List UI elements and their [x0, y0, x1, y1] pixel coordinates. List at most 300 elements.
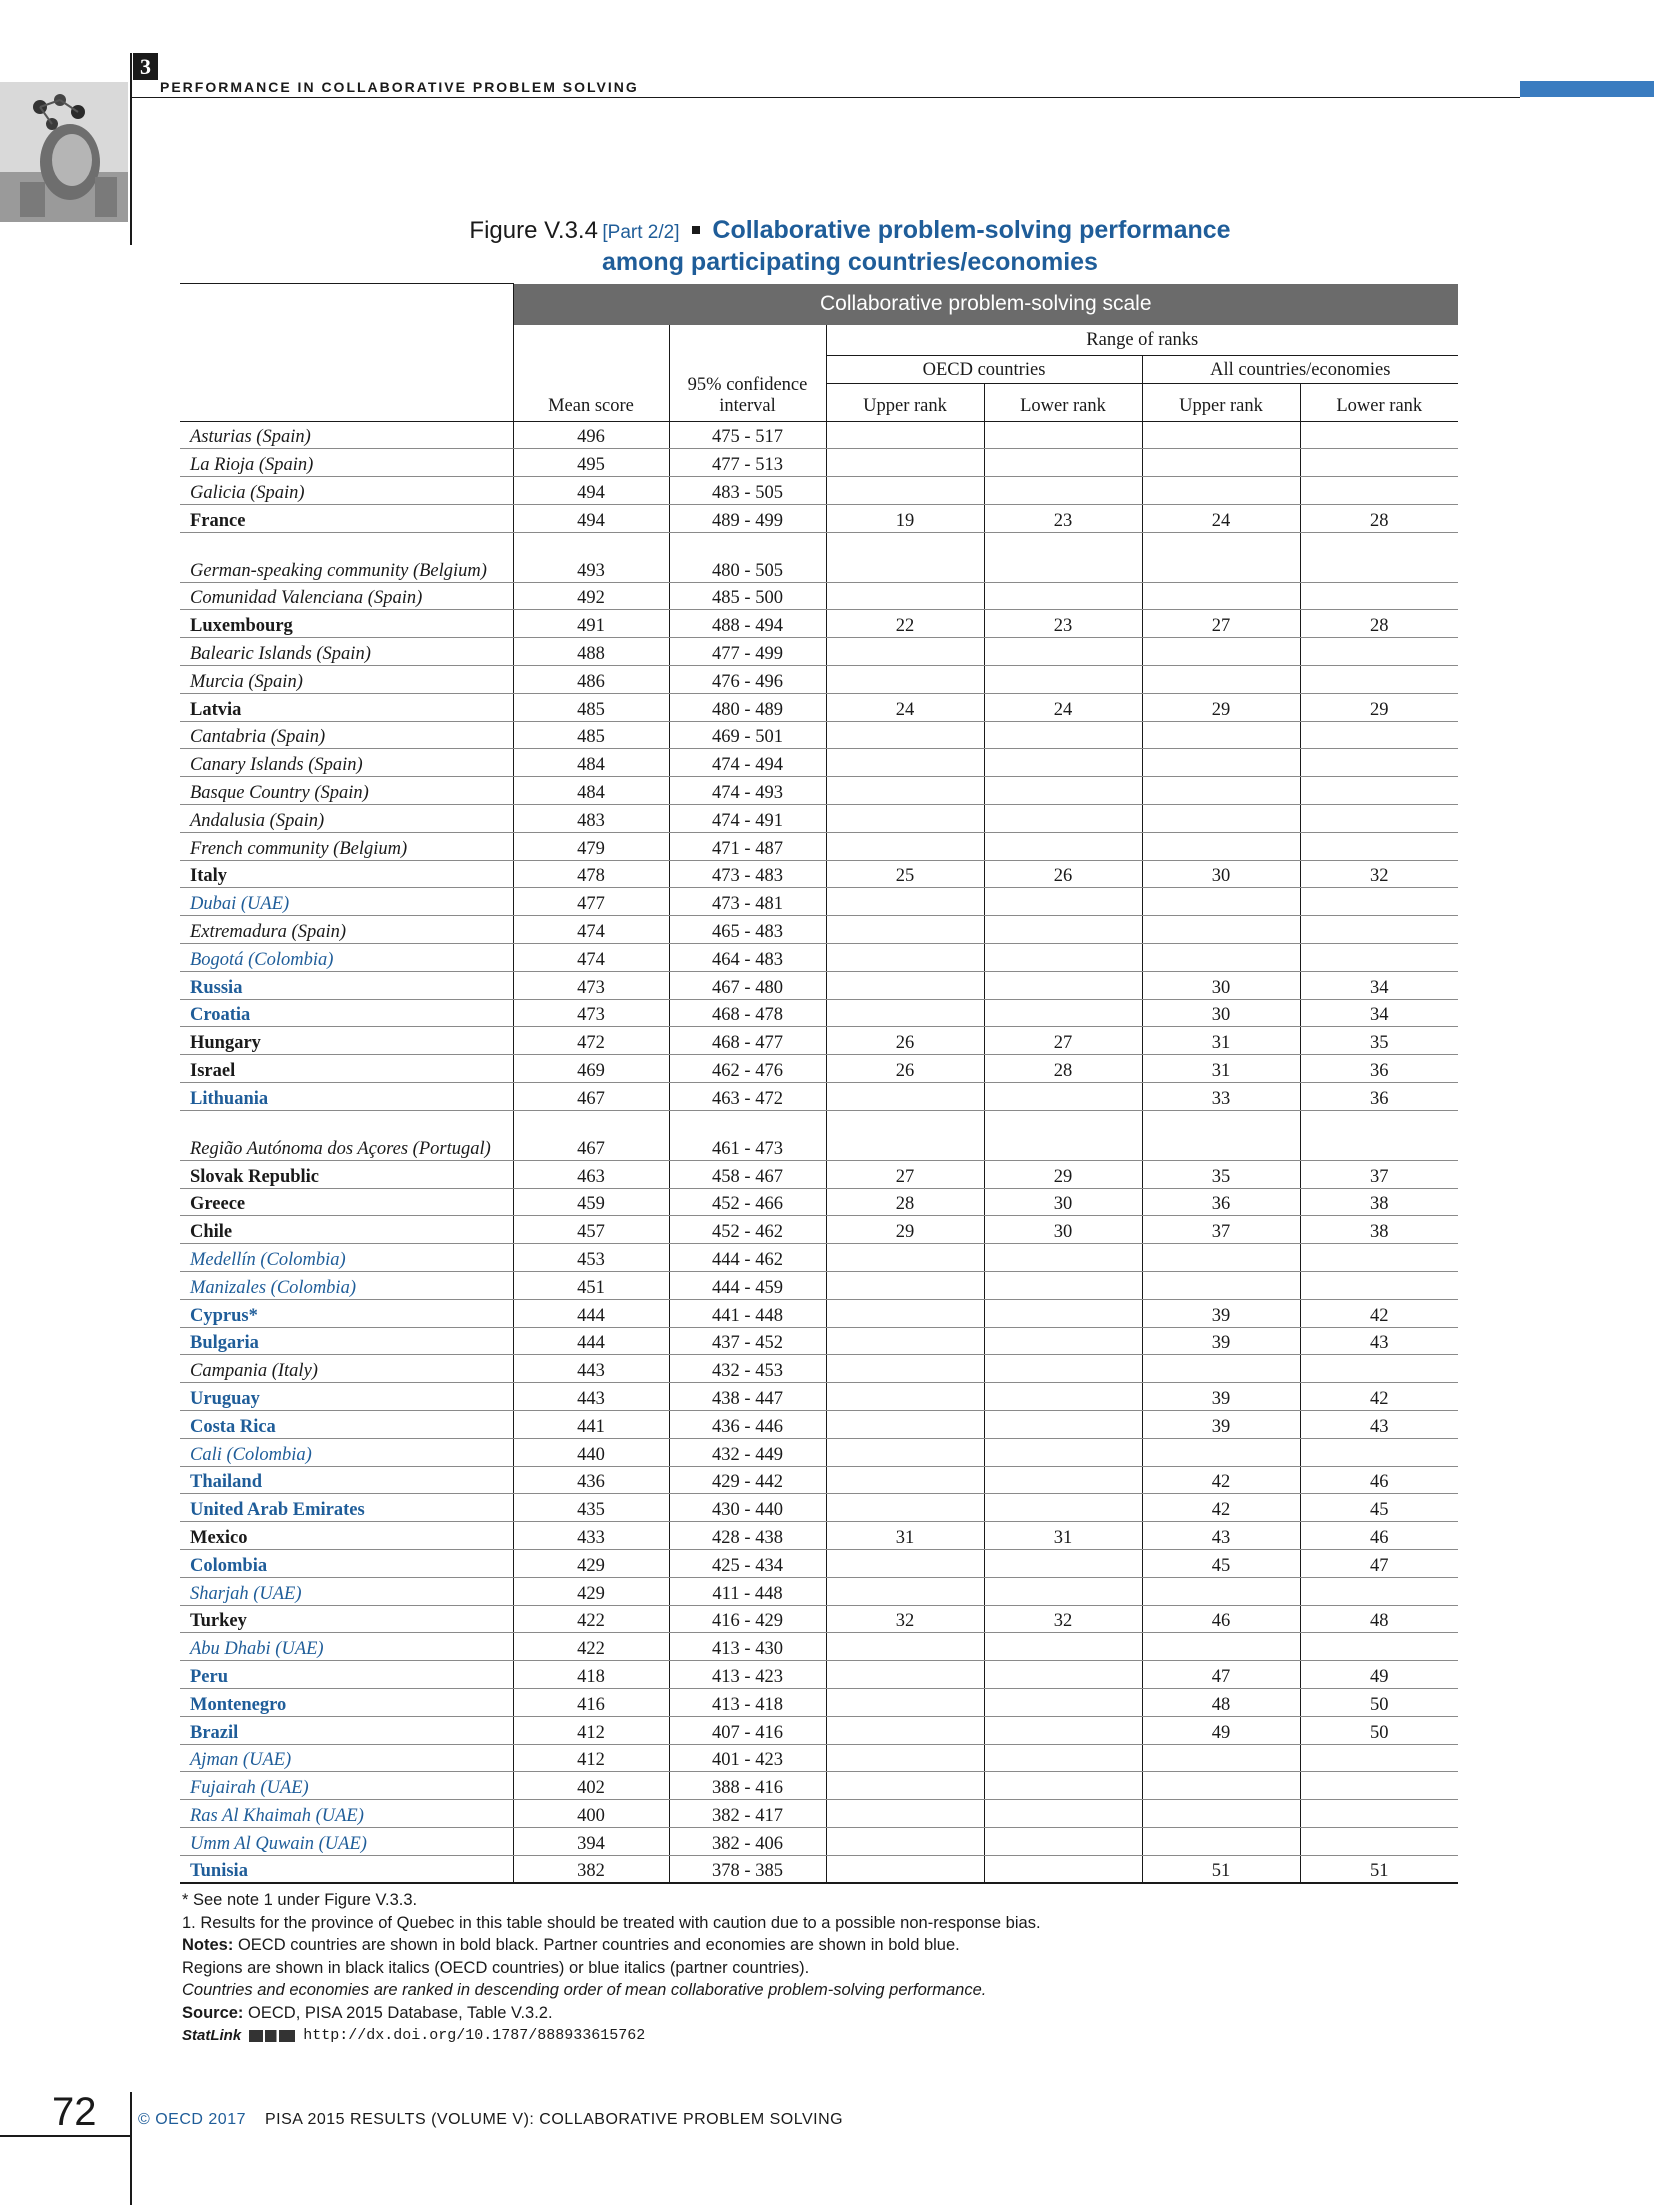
oecd-lower-rank	[984, 1327, 1142, 1355]
all-upper-rank	[1142, 777, 1300, 805]
mean-score: 418	[513, 1661, 669, 1689]
ranking-table	[180, 283, 1458, 1884]
oecd-lower-rank	[984, 1110, 1142, 1160]
country-name: Ajman (UAE)	[180, 1744, 513, 1772]
country-name: Canary Islands (Spain)	[180, 749, 513, 777]
oecd-upper-rank	[826, 1661, 984, 1689]
confidence-interval: 444 - 462	[669, 1244, 826, 1272]
country-name: United Arab Emirates	[180, 1494, 513, 1522]
all-lower-rank	[1300, 777, 1458, 805]
table-row	[180, 504, 1458, 532]
all-lower-rank: 34	[1300, 999, 1458, 1027]
country-name: Montenegro	[180, 1688, 513, 1716]
all-upper-rank	[1142, 1744, 1300, 1772]
confidence-interval: 452 - 466	[669, 1188, 826, 1216]
scale-header: Collaborative problem-solving scale	[513, 284, 1458, 325]
all-lower-rank	[1300, 638, 1458, 666]
oecd-upper-rank	[826, 1110, 984, 1160]
oecd-upper-rank	[826, 832, 984, 860]
table-row	[180, 1055, 1458, 1083]
country-name: Latvia	[180, 693, 513, 721]
oecd-upper-rank	[826, 1355, 984, 1383]
oecd-upper-rank: 25	[826, 860, 984, 888]
oecd-upper-rank	[826, 1549, 984, 1577]
oecd-upper-rank	[826, 1855, 984, 1883]
mean-score: 433	[513, 1522, 669, 1550]
country-name: Peru	[180, 1661, 513, 1689]
confidence-interval: 413 - 423	[669, 1661, 826, 1689]
table-row	[180, 1027, 1458, 1055]
country-name: Extremadura (Spain)	[180, 916, 513, 944]
all-lower-rank	[1300, 1772, 1458, 1800]
mean-score: 488	[513, 638, 669, 666]
oecd-upper-rank: 19	[826, 504, 984, 532]
all-lower-rank	[1300, 1800, 1458, 1828]
oecd-lower-rank	[984, 421, 1142, 449]
oecd-lower-rank	[984, 582, 1142, 610]
mean-score: 451	[513, 1272, 669, 1300]
all-lower-rank: 50	[1300, 1716, 1458, 1744]
all-upper-rank	[1142, 1800, 1300, 1828]
country-name: Slovak Republic	[180, 1160, 513, 1188]
table-row	[180, 1855, 1458, 1883]
confidence-interval: 432 - 449	[669, 1438, 826, 1466]
country-name: Bogotá (Colombia)	[180, 944, 513, 972]
all-lower-rank: 42	[1300, 1299, 1458, 1327]
confidence-interval: 436 - 446	[669, 1411, 826, 1439]
all-upper-rank	[1142, 638, 1300, 666]
all-upper-rank	[1142, 1355, 1300, 1383]
table-row	[180, 721, 1458, 749]
all-upper-rank	[1142, 805, 1300, 833]
confidence-interval: 463 - 472	[669, 1083, 826, 1111]
mean-score: 453	[513, 1244, 669, 1272]
all-upper-rank	[1142, 582, 1300, 610]
all-upper-rank: 30	[1142, 860, 1300, 888]
oecd-upper-rank	[826, 1688, 984, 1716]
all-upper-rank: 51	[1142, 1855, 1300, 1883]
figure-title-line1: Collaborative problem-solving performance	[712, 216, 1231, 244]
oecd-upper-rank	[826, 421, 984, 449]
all-countries-header: All countries/economies	[1142, 356, 1458, 384]
country-name: Ras Al Khaimah (UAE)	[180, 1800, 513, 1828]
all-lower-rank: 46	[1300, 1522, 1458, 1550]
all-upper-rank: 31	[1142, 1027, 1300, 1055]
oecd-lower-rank	[984, 1549, 1142, 1577]
oecd-upper-rank	[826, 888, 984, 916]
figure-label: Figure V.3.4	[469, 217, 598, 244]
all-upper-rank: 42	[1142, 1466, 1300, 1494]
country-name: Balearic Islands (Spain)	[180, 638, 513, 666]
confidence-interval: 413 - 430	[669, 1633, 826, 1661]
all-upper-rank: 39	[1142, 1411, 1300, 1439]
all-lower-rank: 45	[1300, 1494, 1458, 1522]
all-lower-rank: 38	[1300, 1216, 1458, 1244]
country-name: Umm Al Quwain (UAE)	[180, 1827, 513, 1855]
confidence-interval: 477 - 513	[669, 449, 826, 477]
confidence-interval: 480 - 489	[669, 693, 826, 721]
confidence-interval: 430 - 440	[669, 1494, 826, 1522]
all-upper-rank: 48	[1142, 1688, 1300, 1716]
table-row	[180, 1522, 1458, 1550]
oecd-upper-rank: 32	[826, 1605, 984, 1633]
confidence-interval: 477 - 499	[669, 638, 826, 666]
all-upper-rank: 45	[1142, 1549, 1300, 1577]
country-name: Sharjah (UAE)	[180, 1577, 513, 1605]
country-name: Brazil	[180, 1716, 513, 1744]
oecd-lower-rank: 23	[984, 610, 1142, 638]
notes	[182, 1889, 1482, 2048]
oecd-upper-rank	[826, 749, 984, 777]
mean-score: 443	[513, 1383, 669, 1411]
corner-cell	[180, 284, 513, 325]
oecd-lower-rank: 30	[984, 1188, 1142, 1216]
oecd-lower-rank: 32	[984, 1605, 1142, 1633]
mean-score: 472	[513, 1027, 669, 1055]
oecd-upper-rank	[826, 944, 984, 972]
all-lower-rank: 50	[1300, 1688, 1458, 1716]
country-name: Murcia (Spain)	[180, 666, 513, 694]
oecd-lower-rank	[984, 1383, 1142, 1411]
mean-score: 463	[513, 1160, 669, 1188]
country-name: Bulgaria	[180, 1327, 513, 1355]
oecd-lower-rank	[984, 666, 1142, 694]
table-row	[180, 860, 1458, 888]
mean-score: 422	[513, 1605, 669, 1633]
oecd-upper-rank	[826, 777, 984, 805]
all-lower-rank: 32	[1300, 860, 1458, 888]
all-upper-rank	[1142, 916, 1300, 944]
all-lower-rank	[1300, 1438, 1458, 1466]
all-lower-rank: 36	[1300, 1083, 1458, 1111]
confidence-interval: 452 - 462	[669, 1216, 826, 1244]
all-upper-rank: 30	[1142, 999, 1300, 1027]
mean-score: 486	[513, 666, 669, 694]
country-name: Chile	[180, 1216, 513, 1244]
country-name: Comunidad Valenciana (Spain)	[180, 582, 513, 610]
table-row	[180, 1688, 1458, 1716]
oecd-lower-rank	[984, 1494, 1142, 1522]
all-lower-rank: 43	[1300, 1411, 1458, 1439]
country-name: Italy	[180, 860, 513, 888]
all-upper-rank	[1142, 1438, 1300, 1466]
country-name: Fujairah (UAE)	[180, 1772, 513, 1800]
oecd-upper-rank: 28	[826, 1188, 984, 1216]
mean-score: 436	[513, 1466, 669, 1494]
oecd-upper-rank	[826, 1633, 984, 1661]
mean-score: 394	[513, 1827, 669, 1855]
oecd-lower-rank: 23	[984, 504, 1142, 532]
mean-score: 493	[513, 532, 669, 582]
all-lower-rank: 51	[1300, 1855, 1458, 1883]
confidence-interval: 388 - 416	[669, 1772, 826, 1800]
all-upper-rank	[1142, 532, 1300, 582]
mean-score: 441	[513, 1411, 669, 1439]
country-name: Medellín (Colombia)	[180, 1244, 513, 1272]
confidence-interval: 401 - 423	[669, 1744, 826, 1772]
all-upper-rank	[1142, 449, 1300, 477]
all-lower-rank	[1300, 421, 1458, 449]
all-upper-rank: 31	[1142, 1055, 1300, 1083]
confidence-interval: 428 - 438	[669, 1522, 826, 1550]
all-lower-rank	[1300, 1355, 1458, 1383]
oecd-lower-rank: 24	[984, 693, 1142, 721]
all-upper-rank	[1142, 421, 1300, 449]
table-row	[180, 1188, 1458, 1216]
country-name: Abu Dhabi (UAE)	[180, 1633, 513, 1661]
oecd-upper-rank: 26	[826, 1055, 984, 1083]
copyright: © OECD 2017	[138, 2111, 246, 2128]
statlink-icon	[249, 2030, 295, 2042]
country-name: Israel	[180, 1055, 513, 1083]
mean-score: 494	[513, 504, 669, 532]
mean-score: 474	[513, 944, 669, 972]
table-row	[180, 916, 1458, 944]
country-name: Russia	[180, 971, 513, 999]
oecd-upper-rank	[826, 1244, 984, 1272]
table-row	[180, 1827, 1458, 1855]
confidence-interval: 382 - 406	[669, 1827, 826, 1855]
all-upper-rank	[1142, 1272, 1300, 1300]
mean-score: 485	[513, 693, 669, 721]
all-lower-rank-header: Lower rank	[1300, 384, 1458, 421]
notes-line: Notes: OECD countries are shown in bold black. Partner countries and economies are shown in bold blue.	[182, 1936, 960, 1954]
oecd-lower-rank	[984, 971, 1142, 999]
table-row	[180, 1160, 1458, 1188]
all-lower-rank	[1300, 832, 1458, 860]
confidence-interval: 411 - 448	[669, 1577, 826, 1605]
mean-score: 477	[513, 888, 669, 916]
oecd-upper-rank	[826, 666, 984, 694]
country-name: Dubai (UAE)	[180, 888, 513, 916]
all-lower-rank: 48	[1300, 1605, 1458, 1633]
country-name: French community (Belgium)	[180, 832, 513, 860]
all-upper-rank: 27	[1142, 610, 1300, 638]
oecd-upper-rank	[826, 1438, 984, 1466]
country-name: Turkey	[180, 1605, 513, 1633]
mean-score: 444	[513, 1299, 669, 1327]
oecd-lower-rank	[984, 1272, 1142, 1300]
table-row	[180, 532, 1458, 582]
confidence-interval: 429 - 442	[669, 1466, 826, 1494]
all-upper-rank	[1142, 832, 1300, 860]
country-name: Hungary	[180, 1027, 513, 1055]
table-row	[180, 638, 1458, 666]
table-row	[180, 1355, 1458, 1383]
all-upper-rank-header: Upper rank	[1142, 384, 1300, 421]
table-row	[180, 666, 1458, 694]
oecd-countries-header: OECD countries	[826, 356, 1142, 384]
figure-part: [Part 2/2]	[602, 222, 680, 243]
table-row	[180, 1383, 1458, 1411]
all-lower-rank	[1300, 749, 1458, 777]
oecd-lower-rank: 26	[984, 860, 1142, 888]
oecd-lower-rank	[984, 944, 1142, 972]
country-name: Cyprus*	[180, 1299, 513, 1327]
confidence-interval: 489 - 499	[669, 504, 826, 532]
confidence-interval: 437 - 452	[669, 1327, 826, 1355]
all-upper-rank	[1142, 1772, 1300, 1800]
all-lower-rank	[1300, 666, 1458, 694]
oecd-upper-rank	[826, 477, 984, 505]
all-lower-rank: 43	[1300, 1327, 1458, 1355]
all-lower-rank	[1300, 888, 1458, 916]
all-upper-rank: 42	[1142, 1494, 1300, 1522]
mean-score: 429	[513, 1549, 669, 1577]
all-upper-rank: 39	[1142, 1383, 1300, 1411]
oecd-upper-rank	[826, 1494, 984, 1522]
confidence-interval: 471 - 487	[669, 832, 826, 860]
statlink-label: StatLink	[182, 2027, 242, 2044]
oecd-lower-rank	[984, 1244, 1142, 1272]
oecd-upper-rank: 27	[826, 1160, 984, 1188]
country-name: Galicia (Spain)	[180, 477, 513, 505]
oecd-upper-rank	[826, 1272, 984, 1300]
table-row	[180, 1744, 1458, 1772]
mean-score: 400	[513, 1800, 669, 1828]
oecd-upper-rank	[826, 971, 984, 999]
table-row	[180, 1633, 1458, 1661]
confidence-interval: 473 - 481	[669, 888, 826, 916]
confidence-interval-header: 95% confidence interval	[669, 325, 826, 421]
all-lower-rank	[1300, 1577, 1458, 1605]
mean-score: 444	[513, 1327, 669, 1355]
country-name: Basque Country (Spain)	[180, 777, 513, 805]
confidence-interval: 469 - 501	[669, 721, 826, 749]
confidence-interval: 485 - 500	[669, 582, 826, 610]
table-row	[180, 421, 1458, 449]
oecd-upper-rank	[826, 1299, 984, 1327]
table-row	[180, 1438, 1458, 1466]
oecd-lower-rank: 27	[984, 1027, 1142, 1055]
all-upper-rank	[1142, 1577, 1300, 1605]
all-lower-rank: 42	[1300, 1383, 1458, 1411]
country-name: France	[180, 504, 513, 532]
confidence-interval: 382 - 417	[669, 1800, 826, 1828]
table-row	[180, 1772, 1458, 1800]
country-name: German-speaking community (Belgium)	[180, 532, 513, 582]
all-upper-rank: 35	[1142, 1160, 1300, 1188]
oecd-lower-rank	[984, 1855, 1142, 1883]
ranking-note: Countries and economies are ranked in descending order of mean collaborative problem-solving performance.	[182, 1981, 987, 1999]
oecd-lower-rank: 29	[984, 1160, 1142, 1188]
all-upper-rank	[1142, 1110, 1300, 1160]
mean-score: 474	[513, 916, 669, 944]
mean-score: 484	[513, 777, 669, 805]
country-name: La Rioja (Spain)	[180, 449, 513, 477]
table-row	[180, 693, 1458, 721]
table-row	[180, 749, 1458, 777]
table-row	[180, 1661, 1458, 1689]
confidence-interval: 458 - 467	[669, 1160, 826, 1188]
oecd-upper-rank-header: Upper rank	[826, 384, 984, 421]
oecd-upper-rank	[826, 1800, 984, 1828]
all-upper-rank	[1142, 666, 1300, 694]
table-row	[180, 477, 1458, 505]
confidence-interval: 474 - 491	[669, 805, 826, 833]
all-lower-rank: 28	[1300, 610, 1458, 638]
publication-title: PISA 2015 RESULTS (VOLUME V): COLLABORATIVE PROBLEM SOLVING	[264, 2111, 844, 2128]
statlink	[182, 2025, 1482, 2048]
all-upper-rank: 47	[1142, 1661, 1300, 1689]
mean-score: 469	[513, 1055, 669, 1083]
mean-score: 492	[513, 582, 669, 610]
all-lower-rank	[1300, 1110, 1458, 1160]
all-upper-rank: 37	[1142, 1216, 1300, 1244]
confidence-interval: 432 - 453	[669, 1355, 826, 1383]
all-upper-rank	[1142, 1633, 1300, 1661]
mean-score: 467	[513, 1083, 669, 1111]
mean-score: 440	[513, 1438, 669, 1466]
header-rule	[130, 97, 1520, 98]
mean-score: 412	[513, 1744, 669, 1772]
all-upper-rank	[1142, 888, 1300, 916]
all-lower-rank	[1300, 1633, 1458, 1661]
oecd-lower-rank	[984, 449, 1142, 477]
all-lower-rank	[1300, 477, 1458, 505]
oecd-upper-rank	[826, 916, 984, 944]
all-lower-rank	[1300, 1827, 1458, 1855]
table-row	[180, 1216, 1458, 1244]
table-row	[180, 1272, 1458, 1300]
country-name: Croatia	[180, 999, 513, 1027]
country-name: Luxembourg	[180, 610, 513, 638]
source-line: Source: OECD, PISA 2015 Database, Table V.3.2.	[182, 2003, 553, 2022]
oecd-lower-rank: 31	[984, 1522, 1142, 1550]
oecd-lower-rank	[984, 888, 1142, 916]
oecd-upper-rank	[826, 638, 984, 666]
mean-score-header: Mean score	[513, 325, 669, 421]
chapter-photo	[0, 82, 128, 222]
oecd-upper-rank: 31	[826, 1522, 984, 1550]
all-upper-rank: 24	[1142, 504, 1300, 532]
confidence-interval: 425 - 434	[669, 1549, 826, 1577]
statlink-url[interactable]: http://dx.doi.org/10.1787/888933615762	[303, 2027, 646, 2044]
table-row	[180, 1327, 1458, 1355]
country-name: Thailand	[180, 1466, 513, 1494]
oecd-lower-rank: 28	[984, 1055, 1142, 1083]
confidence-interval: 467 - 480	[669, 971, 826, 999]
country-name: Manizales (Colombia)	[180, 1272, 513, 1300]
mean-score: 485	[513, 721, 669, 749]
confidence-interval: 468 - 477	[669, 1027, 826, 1055]
mean-score: 483	[513, 805, 669, 833]
country-name: Região Autónoma dos Açores (Portugal)	[180, 1110, 513, 1160]
all-upper-rank: 29	[1142, 693, 1300, 721]
all-lower-rank	[1300, 916, 1458, 944]
oecd-lower-rank	[984, 1744, 1142, 1772]
all-lower-rank	[1300, 1244, 1458, 1272]
confidence-interval: 438 - 447	[669, 1383, 826, 1411]
oecd-lower-rank	[984, 1716, 1142, 1744]
table-row	[180, 1605, 1458, 1633]
oecd-upper-rank	[826, 532, 984, 582]
country-name: Mexico	[180, 1522, 513, 1550]
oecd-lower-rank	[984, 749, 1142, 777]
mean-score: 478	[513, 860, 669, 888]
table-row	[180, 888, 1458, 916]
table-row	[180, 610, 1458, 638]
oecd-upper-rank: 26	[826, 1027, 984, 1055]
footer-rule-vertical	[130, 2092, 132, 2205]
oecd-upper-rank	[826, 1083, 984, 1111]
mean-score: 459	[513, 1188, 669, 1216]
table-row	[180, 1800, 1458, 1828]
all-lower-rank: 49	[1300, 1661, 1458, 1689]
table-row	[180, 1244, 1458, 1272]
all-upper-rank: 46	[1142, 1605, 1300, 1633]
confidence-interval: 480 - 505	[669, 532, 826, 582]
